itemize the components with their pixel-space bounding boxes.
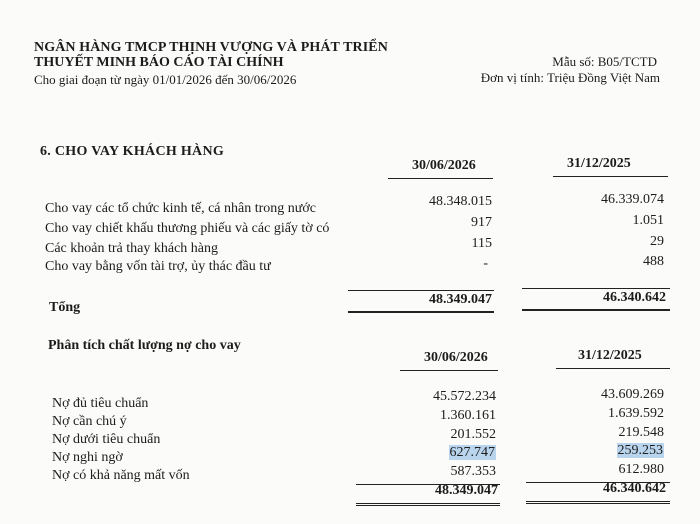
quality-row-value-2025: 43.609.269 <box>601 387 664 402</box>
total-double-rule-2 <box>522 309 670 311</box>
quality-total-double-rule-2 <box>526 501 670 504</box>
quality-row-label: Nợ dưới tiêu chuẩn <box>52 432 161 447</box>
bank-name: NGÂN HÀNG TMCP THỊNH VƯỢNG VÀ PHÁT TRIỂN <box>34 40 388 55</box>
total-label: Tổng <box>49 300 81 315</box>
highlighted-value: 259.253 <box>617 443 663 458</box>
loan-row-value-2026: 48.348.015 <box>429 194 492 209</box>
quality-total-2025: 46.340.642 <box>603 481 666 496</box>
total-rule-1 <box>348 290 494 291</box>
quality-total-double-rule-1 <box>356 503 500 506</box>
loan-row-value-2025: 46.339.074 <box>601 192 664 207</box>
quality-row-label: Nợ cần chú ý <box>52 414 127 429</box>
loan-row-value-2026: 115 <box>471 236 492 251</box>
loan-row-value-2026: 917 <box>471 215 492 230</box>
quality-underline-1 <box>400 370 498 371</box>
quality-column-header-2025: 31/12/2025 <box>578 348 642 363</box>
header-underline-2 <box>553 176 668 177</box>
quality-row-value-2025: 1.639.592 <box>608 406 664 421</box>
total-double-rule-1 <box>348 311 494 313</box>
quality-row-value-2026: 1.360.161 <box>440 408 496 423</box>
total-rule-2 <box>522 288 670 289</box>
loan-row-label: Cho vay chiết khấu thương phiếu và các giấy tờ có <box>45 221 330 236</box>
loan-row-label: Cho vay bằng vốn tài trợ, ủy thác đầu tư <box>45 259 271 274</box>
loan-row-value-2025: 29 <box>650 234 664 249</box>
document-title: THUYẾT MINH BÁO CÁO TÀI CHÍNH <box>34 55 284 70</box>
quality-row-label: Nợ nghi ngờ <box>52 450 123 465</box>
quality-row-value-2026: 587.353 <box>450 464 496 479</box>
form-number: Mẫu số: B05/TCTD <box>552 54 657 69</box>
total-value-2025: 46.340.642 <box>603 290 666 305</box>
quality-underline-2 <box>556 368 670 369</box>
quality-total-2026: 48.349.047 <box>435 483 498 498</box>
quality-row-label: Nợ đủ tiêu chuẩn <box>52 396 149 411</box>
reporting-period: Cho giai đoạn từ ngày 01/01/2026 đến 30/06/2026 <box>34 72 297 87</box>
quality-row-value-2025 <box>617 443 665 459</box>
quality-column-header-2026: 30/06/2026 <box>424 350 488 365</box>
total-value-2026: 48.349.047 <box>429 292 492 307</box>
column-header-2025: 31/12/2025 <box>567 156 631 171</box>
quality-title: Phân tích chất lượng nợ cho vay <box>48 338 241 353</box>
quality-row-value-2026: 201.552 <box>450 427 496 442</box>
section-title: 6. CHO VAY KHÁCH HÀNG <box>40 144 225 159</box>
quality-row-value-2026: 45.572.234 <box>433 389 496 404</box>
loan-row-label: Các khoản trả thay khách hàng <box>45 241 218 256</box>
quality-row-value-2026 <box>449 445 497 461</box>
quality-row-value-2025: 612.980 <box>618 462 664 477</box>
currency-unit: Đơn vị tính: Triệu Đồng Việt Nam <box>480 70 660 85</box>
quality-row-label: Nợ có khả năng mất vốn <box>52 468 190 483</box>
loan-row-value-2025: 1.051 <box>632 213 664 228</box>
header-underline-1 <box>388 178 493 179</box>
quality-row-value-2025: 219.548 <box>618 425 664 440</box>
highlighted-value: 627.747 <box>449 445 495 460</box>
loan-row-label: Cho vay các tổ chức kinh tế, cá nhân trong nước <box>45 201 316 216</box>
loan-row-value-2026: - <box>483 256 488 271</box>
loan-row-value-2025: 488 <box>643 254 664 269</box>
column-header-2026: 30/06/2026 <box>412 158 476 173</box>
